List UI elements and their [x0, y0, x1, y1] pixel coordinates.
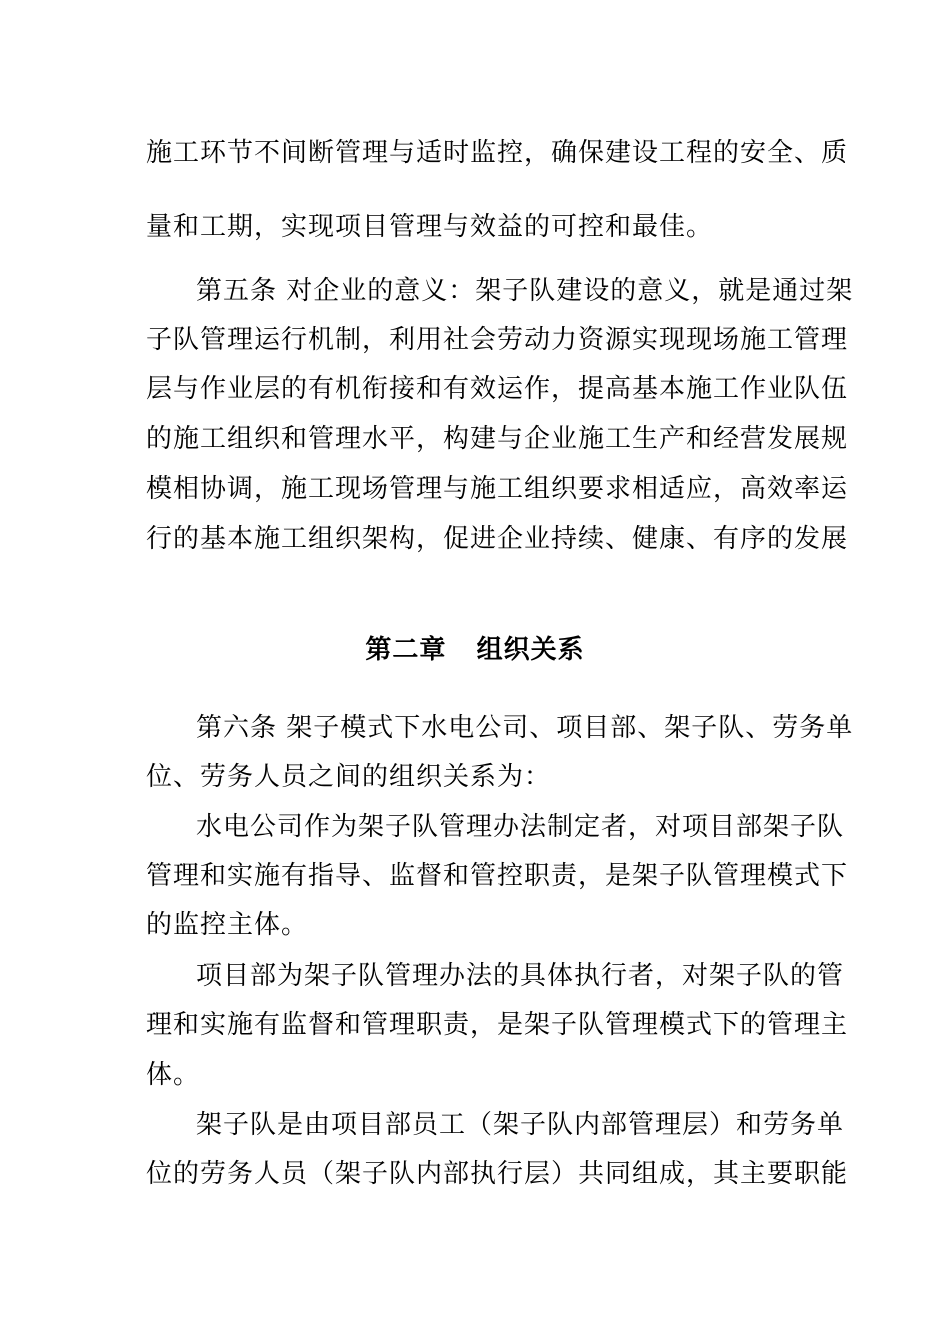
paragraph-line: 的施工组织和管理水平，构建与企业施工生产和经营发展规	[146, 424, 849, 454]
paragraph-line: 架子队是由项目部员工（架子队内部管理层）和劳务单	[196, 1110, 845, 1140]
chapter-heading: 第二章 组织关系	[365, 635, 585, 665]
paragraph-line: 模相协调，施工现场管理与施工组织要求相适应，高效率运	[146, 474, 849, 504]
paragraph-line: 位、劳务人员之间的组织关系为：	[146, 762, 552, 792]
paragraph-line: 水电公司作为架子队管理办法制定者，对项目部架子队	[196, 812, 845, 842]
paragraph-line: 第六条 架子模式下水电公司、项目部、架子队、劳务单	[196, 713, 854, 743]
paragraph-line: 层与作业层的有机衔接和有效运作，提高基本施工作业队伍	[146, 374, 849, 404]
paragraph-line: 量和工期，实现项目管理与效益的可控和最佳。	[146, 212, 714, 242]
paragraph-line: 理和实施有监督和管理职责，是架子队管理模式下的管理主	[146, 1010, 849, 1040]
paragraph-line: 的监控主体。	[146, 910, 309, 940]
paragraph-line: 施工环节不间断管理与适时监控，确保建设工程的安全、质	[146, 138, 849, 168]
paragraph-line: 管理和实施有指导、监督和管控职责，是架子队管理模式下	[146, 861, 849, 891]
paragraph-line: 第五条 对企业的意义：架子队建设的意义，就是通过架	[196, 276, 854, 306]
paragraph-line: 子队管理运行机制，利用社会劳动力资源实现现场施工管理	[146, 325, 849, 355]
paragraph-line: 行的基本施工组织架构，促进企业持续、健康、有序的发展	[146, 524, 849, 554]
paragraph-line: 位的劳务人员（架子队内部执行层）共同组成，其主要职能	[146, 1159, 849, 1189]
paragraph-line: 体。	[146, 1060, 201, 1090]
paragraph-line: 项目部为架子队管理办法的具体执行者，对架子队的管	[196, 961, 845, 991]
